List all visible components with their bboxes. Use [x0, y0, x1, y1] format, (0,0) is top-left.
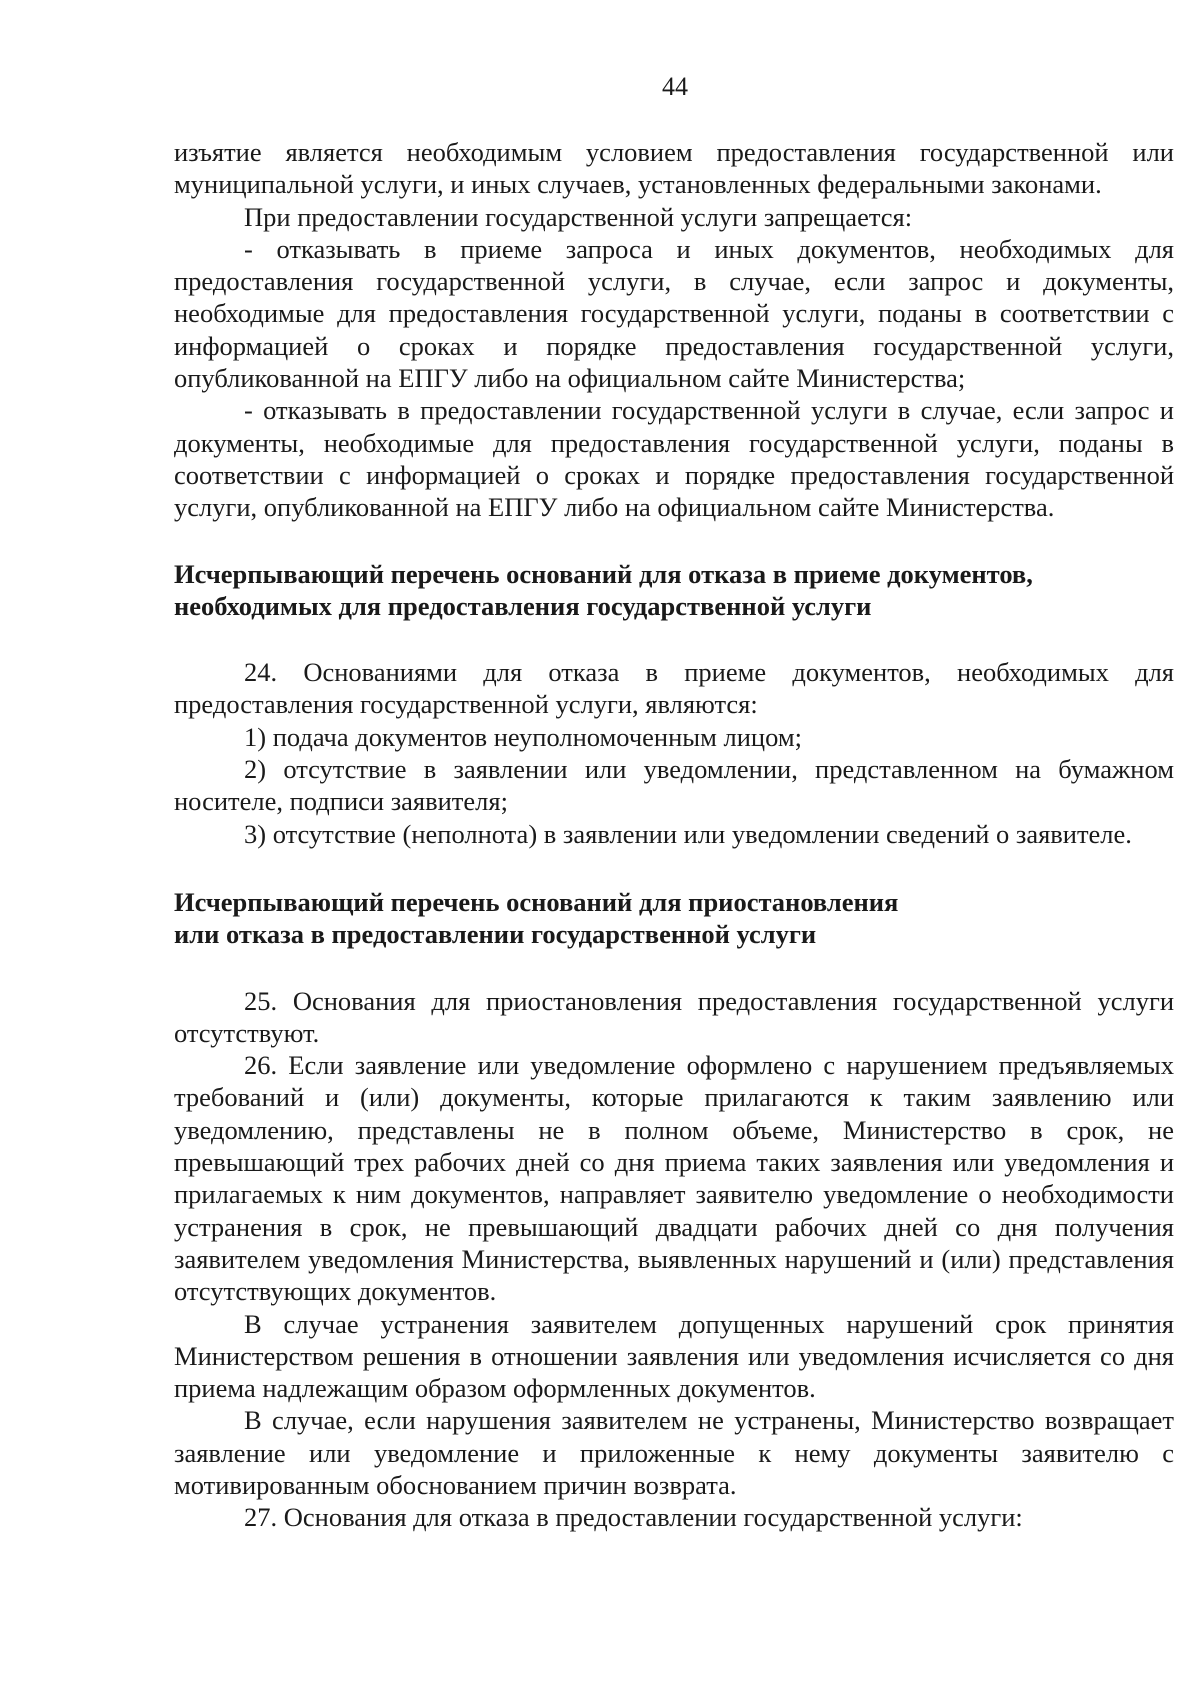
paragraph: 27. Основания для отказа в предоставлении государственной услуги:	[244, 1502, 1023, 1533]
spacer	[174, 622, 1174, 656]
page-number: 44	[662, 72, 688, 101]
paragraph: 25. Основания для приостановления предоставления государственной услуги отсутствуют.	[174, 985, 1174, 1048]
list-item: 3) отсутствие (неполнота) в заявлении или уведомлении сведений о заявителе.	[244, 818, 1132, 849]
section-heading	[174, 886, 1174, 951]
document-body	[174, 136, 1174, 1534]
spacer	[174, 850, 1174, 886]
paragraph: - отказывать в предоставлении государственной услуги в случае, если запрос и документы, необходимые для предоставления государственной услуги, поданы в соответствии с информацией о сроках и порядке предоставления государственной услуги, опубликованной на ЕПГУ либо на официальном сайте Министерства.	[174, 395, 1174, 523]
paragraph: При предоставлении государственной услуги запрещается:	[244, 201, 913, 232]
spacer	[174, 951, 1174, 985]
paragraph: 26. Если заявление или уведомление оформлено с нарушением предъявляемых требований и (или) документы, которые прилагаются к таким заявлению или уведомлению, представлены не в полном объеме, Министерство в срок, не превышающий трех рабочих дней со дня приема таких заявления или уведомления и прилагаемых к ним документов, направляет заявителю уведомление о необходимости устранения в срок, не превышающий двадцати рабочих дней со дня получения заявителем уведомления Министерства, выявленных нарушений и (или) представления отсутствующих документов.	[174, 1050, 1174, 1307]
section-heading-line: Исчерпывающий перечень оснований для отказа в приеме документов,	[174, 558, 1033, 589]
paragraph: - отказывать в приеме запроса и иных документов, необходимых для предоставления государственной услуги, в случае, если запрос и документы, необходимые для предоставления государственной услуги, поданы в соответствии с информацией о сроках и порядке предоставления государственной услуги, опубликованной на ЕПГУ либо на официальном сайте Министерства;	[174, 233, 1174, 394]
paragraph: В случае, если нарушения заявителем не устранены, Министерство возвращает заявление или уведомление и приложенные к нему документы заявителю с мотивированным обоснованием причин возврата.	[174, 1405, 1174, 1500]
section-heading-line: Исчерпывающий перечень оснований для приостановления	[174, 886, 899, 917]
paragraph: изъятие является необходимым условием предоставления государственной или муниципальной услуги, и иных случаев, установленных федеральными законами.	[174, 137, 1174, 200]
paragraph: В случае устранения заявителем допущенных нарушений срок принятия Министерством решения в отношении заявления или уведомления исчисляется со дня приема надлежащим образом оформленных документов.	[174, 1308, 1174, 1404]
section-heading-line: или отказа в предоставлении государственной услуги	[174, 919, 817, 950]
section-heading-line: необходимых для предоставления государственной услуги	[174, 590, 872, 621]
list-item: 1) подача документов неуполномоченным лицом;	[244, 721, 802, 752]
list-item: 2) отсутствие в заявлении или уведомлении, представленном на бумажном носителе, подписи заявителя;	[174, 754, 1174, 817]
spacer	[174, 524, 1174, 558]
paragraph: 24. Основаниями для отказа в приеме документов, необходимых для предоставления государственной услуги, являются:	[174, 657, 1174, 720]
section-heading	[174, 558, 1174, 623]
